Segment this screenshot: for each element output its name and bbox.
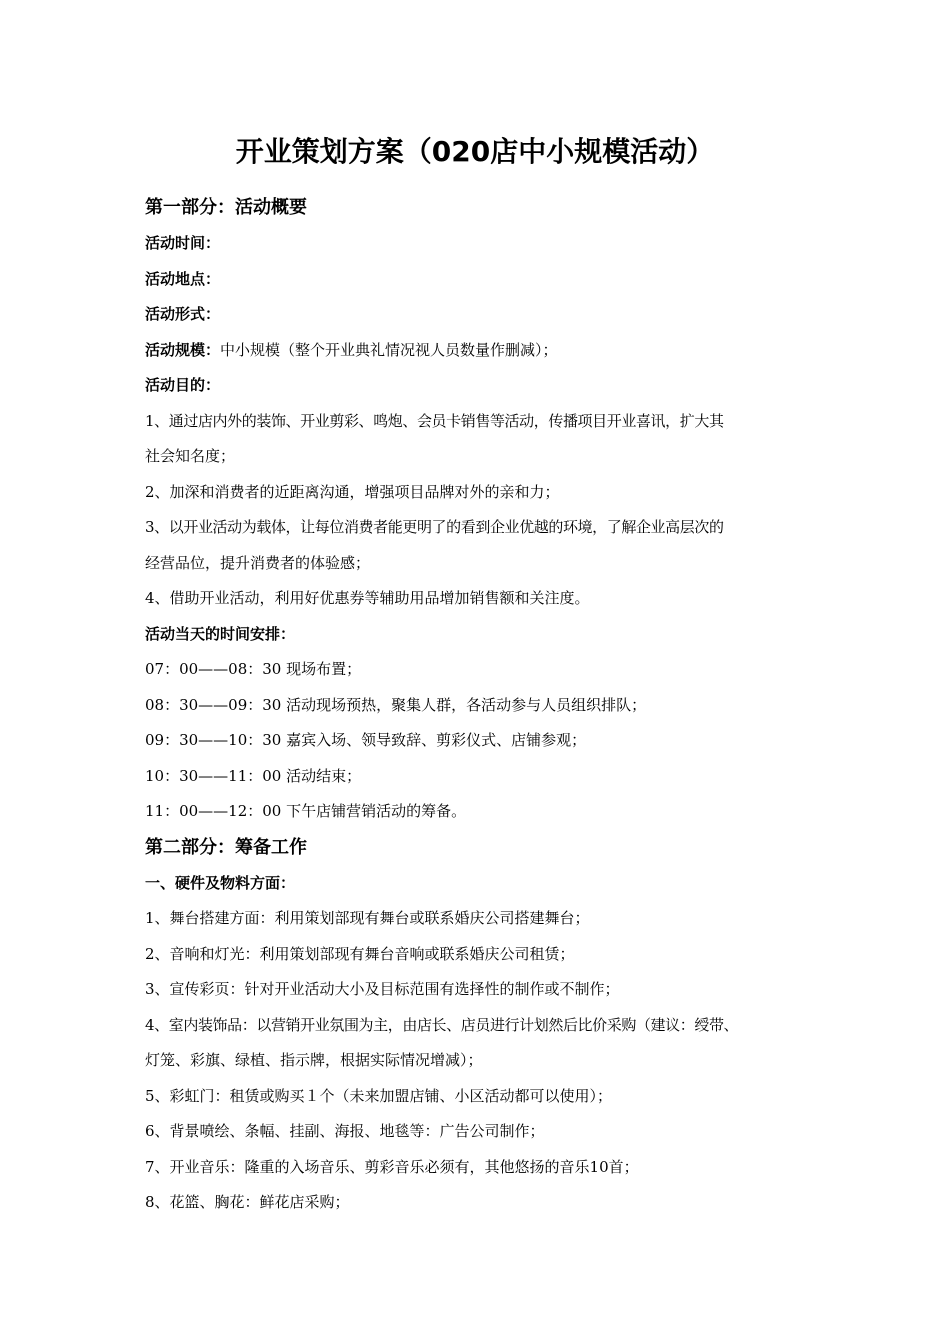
hardware-item: 5、彩虹门：租赁或购买１个（未来加盟店铺、小区活动都可以使用）； bbox=[145, 1086, 613, 1105]
activity-scale-value: 中小规模（整个开业典礼情况视人员数量作删减）； bbox=[220, 340, 558, 359]
hardware-item: 灯笼、彩旗、绿植、指示牌，根据实际情况增减）； bbox=[145, 1051, 483, 1069]
activity-form-line bbox=[145, 297, 835, 333]
hardware-item: 6、背景喷绘、条幅、挂副、海报、地毯等：广告公司制作； bbox=[145, 1122, 545, 1140]
hardware-item: 1、舞台搭建方面：利用策划部现有舞台或联系婚庆公司搭建舞台； bbox=[145, 909, 590, 927]
schedule-item: 11：00——12：00 下午店铺营销活动的筹备。 bbox=[145, 802, 467, 820]
activity-time-label: 活动时间： bbox=[145, 234, 221, 252]
goal-line: 社会知名度； bbox=[145, 447, 236, 465]
activity-goal-line bbox=[145, 368, 835, 404]
activity-place-label: 活动地点： bbox=[145, 269, 221, 288]
schedule-item: 07：00——08：30 现场布置； bbox=[145, 660, 362, 678]
goal-line: 经营品位，提升消费者的体验感； bbox=[145, 553, 371, 572]
activity-place-line bbox=[145, 262, 835, 298]
part1-heading: 第一部分：活动概要 bbox=[145, 197, 307, 218]
goal-line: 4、借助开业活动，利用好优惠券等辅助用品增加销售额和关注度。 bbox=[145, 589, 590, 607]
schedule-item: 09：30——10：30 嘉宾入场、领导致辞、剪彩仪式、店铺参观； bbox=[145, 731, 587, 749]
schedule-item: 10：30——11：00 活动结束； bbox=[145, 766, 362, 785]
hardware-item: 2、音响和灯光：利用策划部现有舞台音响或联系婚庆公司租赁； bbox=[145, 944, 575, 963]
schedule-item: 08：30——09：30 活动现场预热，聚集人群，各活动参与人员组织排队； bbox=[145, 695, 647, 714]
activity-scale-label: 活动规模： bbox=[145, 340, 221, 359]
hardware-item: 3、宣传彩页：针对开业活动大小及目标范围有选择性的制作或不制作； bbox=[145, 980, 620, 998]
hardware-item: 4、室内装饰品：以营销开业氛围为主，由店长、店员进行计划然后比价采购（建议：绶带、 bbox=[145, 1015, 739, 1034]
part2-heading: 第二部分：筹备工作 bbox=[145, 836, 307, 858]
activity-form-label: 活动形式： bbox=[145, 305, 221, 323]
activity-time-line bbox=[145, 226, 835, 262]
schedule-label: 活动当天的时间安排： bbox=[145, 624, 296, 643]
goal-line: 2、加深和消费者的近距离沟通，增强项目品牌对外的亲和力； bbox=[145, 482, 560, 501]
goal-line: 3、以开业活动为载体，让每位消费者能更明了的看到企业优越的环境，了解企业高层次的 bbox=[145, 518, 724, 536]
hardware-item: 8、花篮、胸花：鲜花店采购； bbox=[145, 1193, 350, 1211]
hardware-sub-heading: 一、硬件及物料方面： bbox=[145, 873, 296, 892]
goal-line: 1、通过店内外的装饰、开业剪彩、鸣炮、会员卡销售等活动，传播项目开业喜讯，扩大其 bbox=[145, 411, 724, 430]
activity-scale-line bbox=[145, 333, 835, 369]
schedule-label-line bbox=[145, 617, 835, 653]
document-title: 开业策划方案（020店中小规模活动） bbox=[235, 135, 715, 168]
hardware-item: 7、开业音乐：隆重的入场音乐、剪彩音乐必须有，其他悠扬的音乐10首； bbox=[145, 1157, 639, 1176]
document-body bbox=[145, 190, 835, 1221]
activity-goal-label: 活动目的： bbox=[145, 376, 221, 394]
